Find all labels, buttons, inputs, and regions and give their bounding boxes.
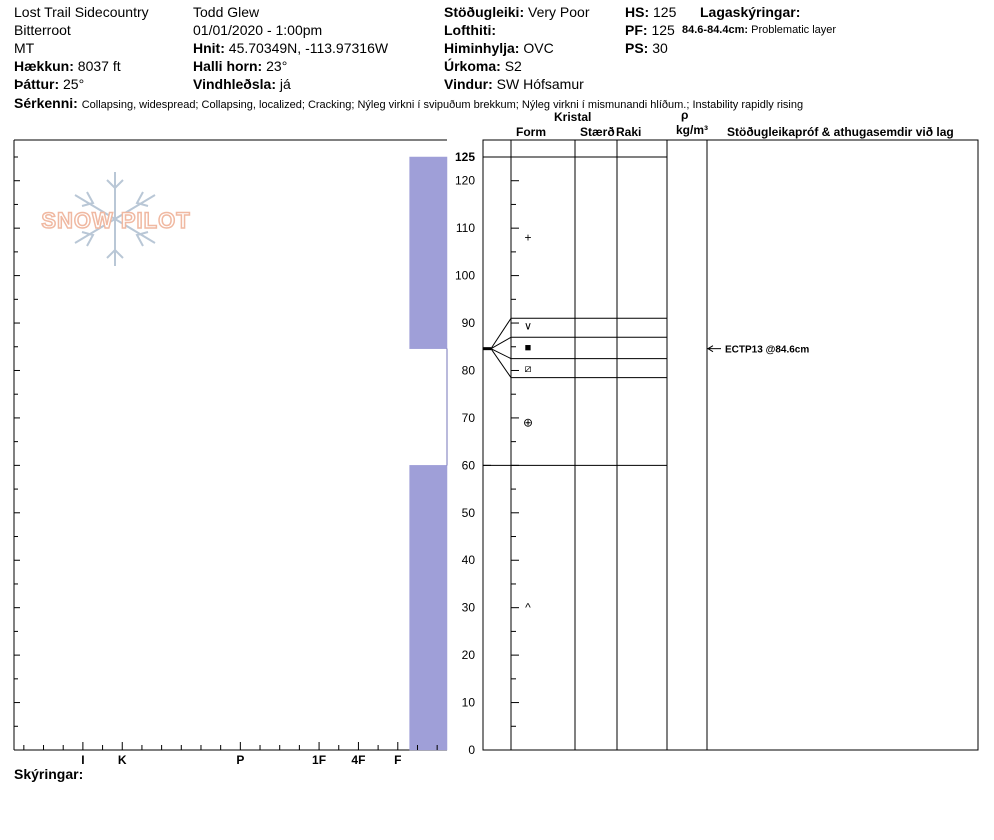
slope-value: 23° bbox=[266, 58, 288, 74]
test-label: ECTP13 @84.6cm bbox=[725, 344, 810, 356]
fan-line bbox=[491, 318, 511, 348]
sky-label: Himinhylja: bbox=[444, 40, 520, 56]
size-header: Stærð bbox=[580, 125, 615, 139]
range-name: Bitterroot bbox=[14, 22, 71, 38]
stability-tests-header: Stöðugleikapróf & athugasemdir við lag bbox=[727, 125, 954, 139]
location-name: Lost Trail Sidecountry bbox=[14, 4, 149, 20]
pf-label: PF: bbox=[625, 22, 648, 38]
hardness-bar bbox=[410, 157, 447, 349]
grain-form-symbol: ^ bbox=[525, 600, 531, 615]
hardness-bar bbox=[410, 465, 447, 750]
coords-label: Hnit: bbox=[193, 40, 225, 56]
signs-label: Sérkenni: bbox=[14, 95, 78, 111]
wind-value: SW Hófsamur bbox=[496, 76, 584, 92]
fan-line bbox=[491, 337, 511, 348]
height-tick-label: 80 bbox=[461, 363, 475, 378]
layer-note-range: 84.6-84.4cm: bbox=[682, 24, 749, 36]
height-axis bbox=[455, 150, 475, 757]
height-tick-label: 20 bbox=[461, 648, 475, 663]
snow-pilot-wordmark: SNOW PILOT bbox=[41, 208, 191, 233]
ps-label: PS: bbox=[625, 40, 649, 56]
observer-name: Todd Glew bbox=[193, 4, 260, 20]
grain-form-symbol: ∨ bbox=[523, 320, 533, 333]
hardness-tick-label: K bbox=[117, 753, 127, 767]
grain-form-symbol: ■ bbox=[524, 341, 532, 354]
fan-line bbox=[491, 349, 511, 378]
sky-value: OVC bbox=[523, 40, 554, 56]
hardness-tick-label: P bbox=[236, 753, 245, 767]
precip-label: Úrkoma: bbox=[444, 58, 501, 74]
hs-value: 125 bbox=[653, 4, 677, 20]
height-tick-label: 120 bbox=[454, 173, 475, 188]
height-tick-label: 125 bbox=[454, 150, 475, 164]
hardness-tick-label: I bbox=[81, 753, 85, 767]
grain-form-symbol: ⊕ bbox=[522, 415, 534, 430]
crystal-table-border bbox=[483, 140, 978, 750]
layer-notes-label: Lagaskýringar: bbox=[700, 4, 801, 20]
crystal-table bbox=[483, 140, 978, 750]
hardness-tick-label: 4F bbox=[351, 753, 366, 767]
height-tick-label: 50 bbox=[461, 505, 475, 520]
height-tick-label: 0 bbox=[468, 743, 475, 757]
grain-form-symbol: + bbox=[524, 230, 532, 245]
crystal-header: Kristal bbox=[554, 110, 592, 124]
grain-form-symbol: ⧄ bbox=[524, 363, 532, 376]
height-tick-label: 110 bbox=[455, 221, 475, 236]
snow-pilot-logo bbox=[41, 172, 190, 266]
aspect-label: Þáttur: bbox=[14, 76, 60, 92]
hardness-panel bbox=[14, 140, 447, 767]
height-tick-label: 100 bbox=[454, 268, 475, 283]
aspect-value: 25° bbox=[63, 76, 85, 92]
ps-value: 30 bbox=[652, 40, 668, 56]
wind-loading-value: já bbox=[279, 76, 291, 92]
stability-value: Very Poor bbox=[528, 4, 590, 20]
rho-header: ρ bbox=[681, 108, 689, 122]
height-tick-label: 60 bbox=[461, 458, 475, 473]
elevation-label: Hækkun: bbox=[14, 58, 74, 74]
height-tick-label: 30 bbox=[461, 600, 475, 615]
hardness-tick-label: 1F bbox=[312, 753, 327, 767]
density-unit-header: kg/m³ bbox=[676, 123, 709, 137]
hs-label: HS: bbox=[625, 4, 650, 20]
state-name: MT bbox=[14, 40, 35, 56]
precip-value: S2 bbox=[504, 58, 522, 74]
moisture-header: Raki bbox=[616, 125, 642, 139]
wind-loading-label: Vindhleðsla: bbox=[193, 76, 276, 92]
height-tick-label: 40 bbox=[461, 553, 475, 568]
elevation-value: 8037 ft bbox=[77, 58, 121, 74]
form-header: Form bbox=[516, 125, 546, 139]
wind-label: Vindur: bbox=[444, 76, 493, 92]
height-tick-label: 10 bbox=[461, 695, 475, 710]
signs-value: Collapsing, widespread; Collapsing, localized; Cracking; Nýleg virkni í svipuðum brekkum; Nýleg virkni í mismunandi hlíðum.; Instability rapidly rising bbox=[81, 99, 804, 111]
height-tick-label: 90 bbox=[461, 316, 475, 331]
pf-value: 125 bbox=[651, 22, 675, 38]
slope-label: Halli horn: bbox=[193, 58, 263, 74]
height-tick-label: 70 bbox=[461, 410, 475, 425]
stability-label: Stöðugleiki: bbox=[444, 4, 525, 20]
coords-value: 45.70349N, -113.97316W bbox=[228, 40, 389, 56]
observation-datetime: 01/01/2020 - 1:00pm bbox=[193, 22, 323, 38]
layer-note-text: Problematic layer bbox=[751, 24, 837, 36]
hardness-tick-label: F bbox=[394, 753, 402, 767]
air-temp-label: Lofthiti: bbox=[444, 22, 497, 38]
comments-label: Skýringar: bbox=[14, 766, 84, 782]
